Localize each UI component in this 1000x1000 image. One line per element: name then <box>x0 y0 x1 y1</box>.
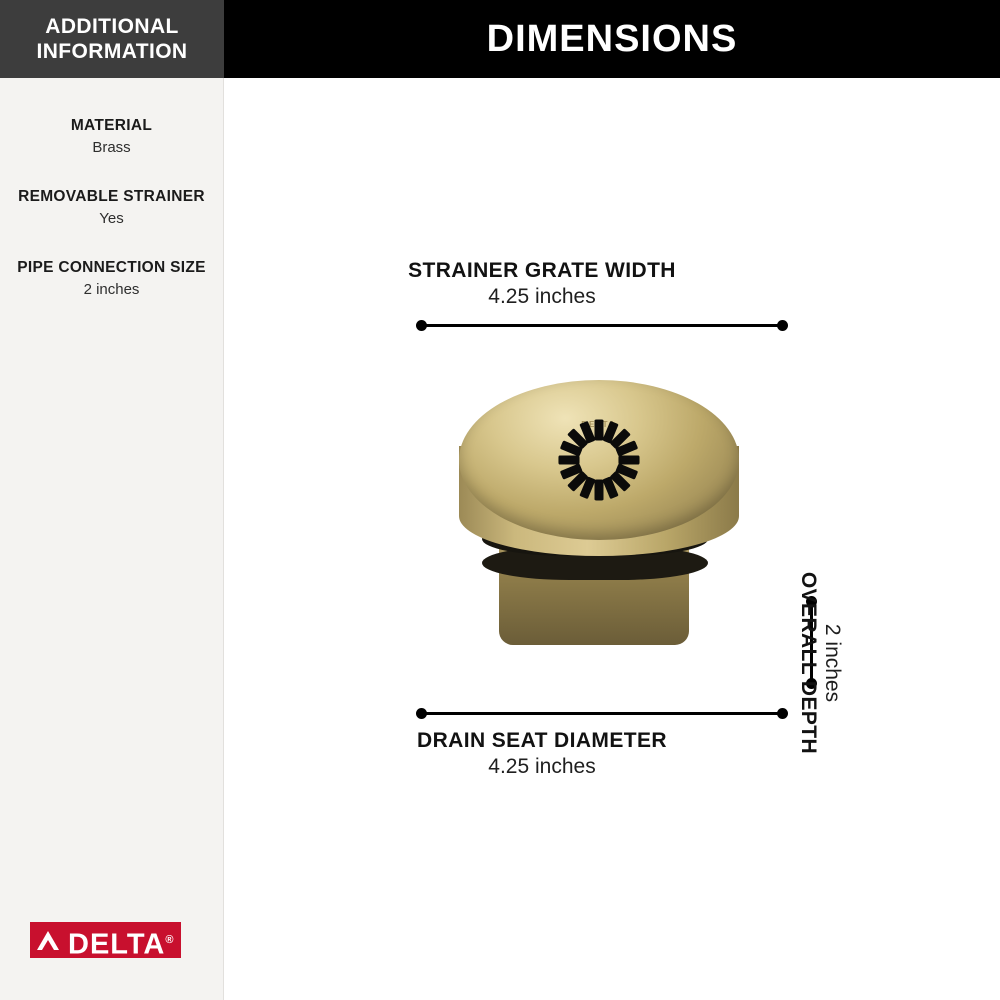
strainer-grate <box>509 408 689 512</box>
sidebar <box>0 0 224 1000</box>
spec-pipe-connection-size <box>12 258 211 299</box>
delta-logo-text: DELTA <box>68 928 166 961</box>
dimension-endpoint-top-right <box>777 320 788 331</box>
page-title: DIMENSIONS <box>486 17 738 60</box>
delta-logo <box>30 922 181 961</box>
dimension-endpoint-top-left <box>416 320 427 331</box>
spec-label: MATERIAL <box>70 117 153 134</box>
dimension-value: 4.25 inches <box>488 755 596 778</box>
spec-value: 2 inches <box>83 281 140 298</box>
spec-removable-strainer <box>12 187 211 228</box>
registered-mark: ® <box>165 934 175 946</box>
dimension-label-drain-seat-diameter <box>362 728 722 780</box>
dimension-label-strainer-grate-width <box>362 258 722 310</box>
dimension-value: 4.25 inches <box>488 285 596 308</box>
spec-label: PIPE CONNECTION SIZE <box>17 259 206 276</box>
dimension-title: STRAINER GRATE WIDTH <box>408 259 676 282</box>
spec-value: Yes <box>99 210 124 227</box>
product-illustration <box>414 350 784 670</box>
page-header <box>224 0 1000 78</box>
delta-triangle-icon <box>30 922 66 958</box>
sidebar-header <box>0 0 224 78</box>
spec-value: Brass <box>92 139 131 156</box>
dimension-title: OVERALL DEPTH <box>797 571 820 755</box>
diagram-canvas <box>224 78 1000 1000</box>
spec-list <box>0 116 223 299</box>
dimension-label-overall-depth <box>784 548 844 778</box>
spec-label: REMOVABLE STRAINER <box>18 188 205 205</box>
grate-slot <box>558 456 579 465</box>
dimension-line-top <box>420 324 784 327</box>
grate-cross-bar <box>596 431 602 488</box>
grate-slot <box>618 456 639 465</box>
spec-material <box>12 116 211 157</box>
dimension-value: 2 inches <box>821 623 844 703</box>
dimension-line-bottom <box>420 712 784 715</box>
dimension-title: DRAIN SEAT DIAMETER <box>417 729 667 752</box>
sidebar-header-line-1: ADDITIONAL <box>45 15 179 38</box>
delta-logo-wordmark <box>66 922 181 961</box>
dimension-endpoint-bottom-left <box>416 708 427 719</box>
sidebar-header-line-2: INFORMATION <box>36 40 188 63</box>
